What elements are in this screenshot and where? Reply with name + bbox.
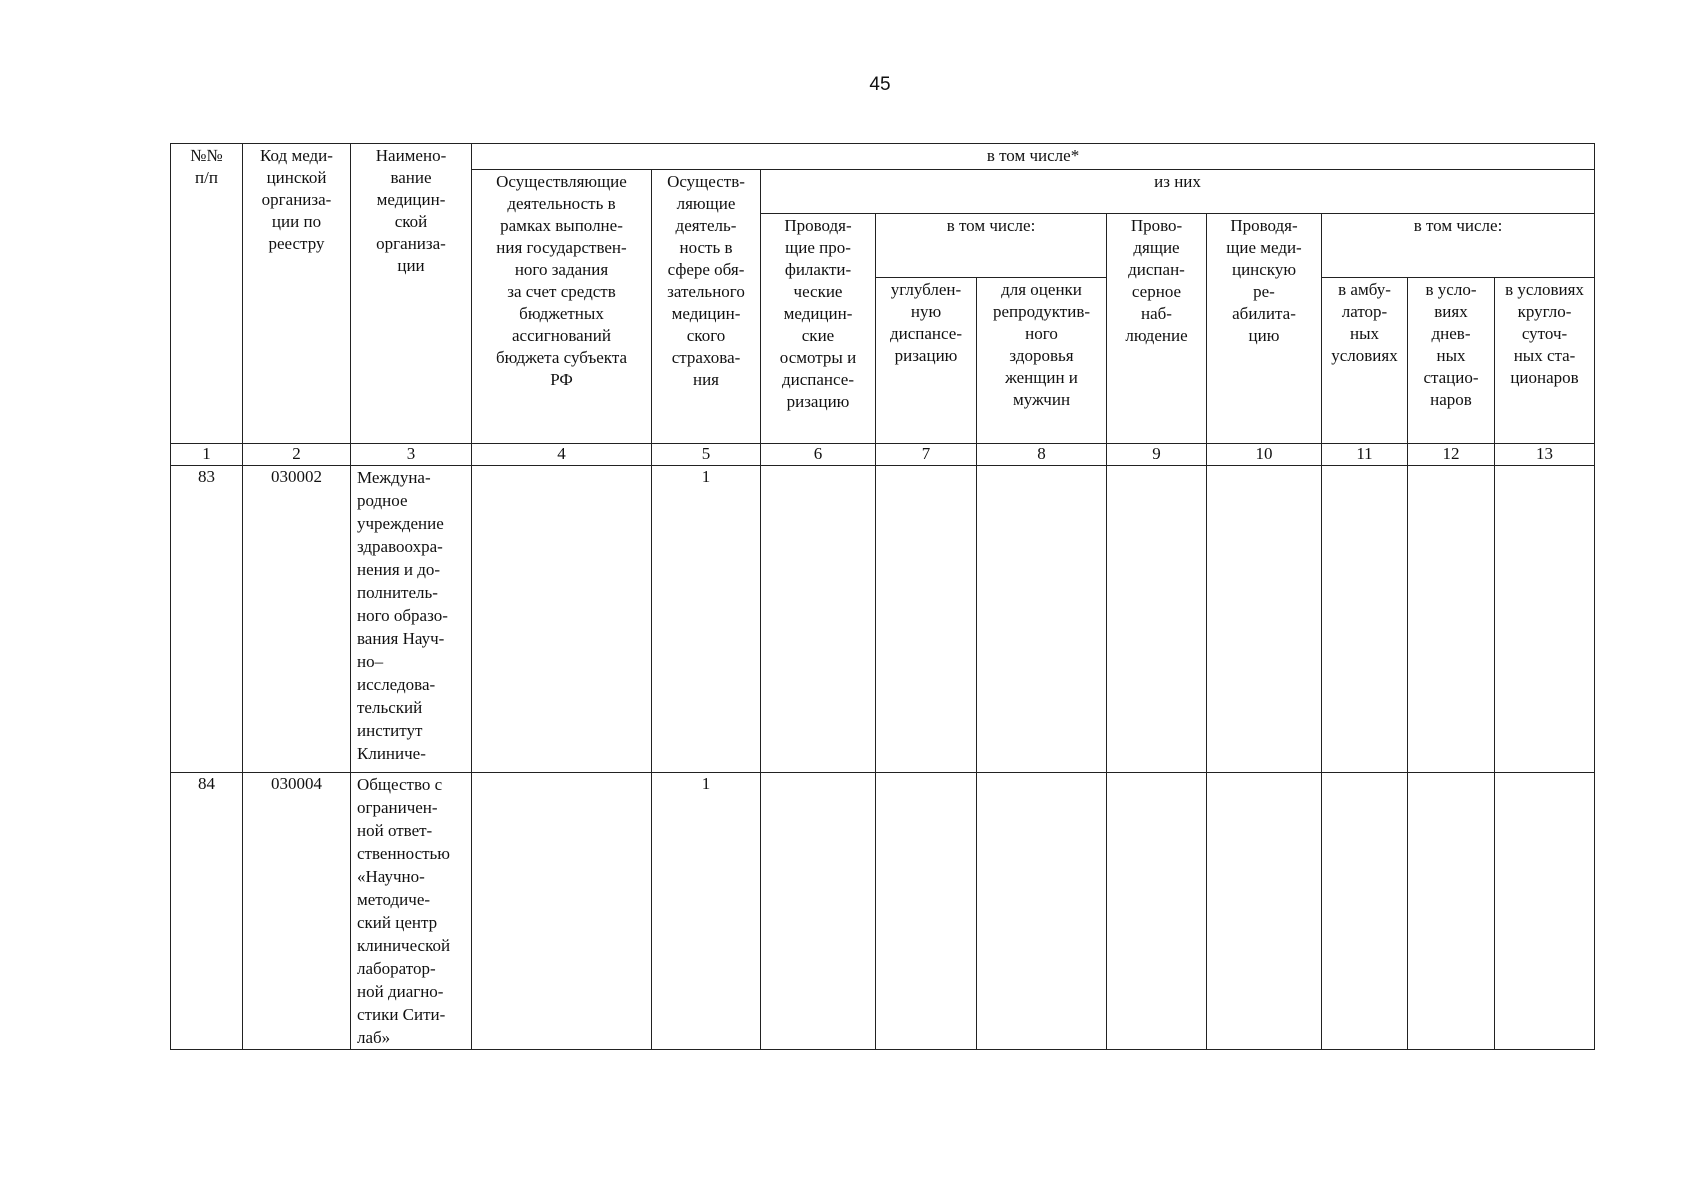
medical-organizations-table — [170, 143, 1595, 1050]
header-dispensary-observation: Прово- дящие диспан- серное наб- людение — [1107, 214, 1207, 444]
column-number: 4 — [472, 444, 652, 466]
empty-cell — [977, 466, 1107, 773]
org-code: 030002 — [243, 466, 351, 773]
header-including-exams: в том числе: — [876, 214, 1107, 278]
header-org-name: Наимено- вание медицин- ской организа- ции — [351, 144, 472, 444]
header-outpatient: в амбу- латор- ных условиях — [1322, 278, 1408, 444]
state-task-cell — [472, 773, 652, 1050]
header-oms: Осуществ- ляющие деятель- ность в сфере обя- зательного медицин- ского страхова- ния — [652, 170, 761, 444]
empty-cell — [876, 773, 977, 1050]
empty-cell — [1495, 466, 1595, 773]
header-row-number: №№ п/п — [171, 144, 243, 444]
column-number: 6 — [761, 444, 876, 466]
column-number: 13 — [1495, 444, 1595, 466]
org-name: Общество с ограничен- ной ответ- ственностью «Научно- методиче- ский центр клинической лаборатор- ной диагно- стики Сити- лаб» — [351, 773, 472, 1050]
empty-cell — [1322, 466, 1408, 773]
column-number: 1 — [171, 444, 243, 466]
column-number: 3 — [351, 444, 472, 466]
oms-cell: 1 — [652, 773, 761, 1050]
table-row — [171, 773, 1595, 1050]
org-name: Междуна- родное учреждение здравоохра- нения и до- полнитель- ного образо- вания Науч- но– исследова- тельский институт Клиниче- — [351, 466, 472, 773]
header-round-the-clock: в условиях кругло- суточ- ных ста- ционаров — [1495, 278, 1595, 444]
header-including: в том числе* — [472, 144, 1595, 170]
header-day-hospital: в усло- виях днев- ных стацио- наров — [1408, 278, 1495, 444]
column-number: 10 — [1207, 444, 1322, 466]
header-rehabilitation: Проводя- щие меди- цинскую ре- абилита- цию — [1207, 214, 1322, 444]
header-preventive-exams: Проводя- щие про- филакти- ческие медицин- ские осмотры и диспансе- ризацию — [761, 214, 876, 444]
row-number: 83 — [171, 466, 243, 773]
state-task-cell — [472, 466, 652, 773]
column-number: 9 — [1107, 444, 1207, 466]
header-including-rehab: в том числе: — [1322, 214, 1595, 278]
empty-cell — [1107, 466, 1207, 773]
empty-cell — [977, 773, 1107, 1050]
column-number: 7 — [876, 444, 977, 466]
empty-cell — [1408, 773, 1495, 1050]
empty-cell — [761, 773, 876, 1050]
header-reproductive-health: для оценки репродуктив- ного здоровья женщин и мужчин — [977, 278, 1107, 444]
empty-cell — [1207, 773, 1322, 1050]
table-row — [171, 466, 1595, 773]
empty-cell — [761, 466, 876, 773]
header-state-task: Осуществляющие деятельность в рамках выполне- ния государствен- ного задания за счет средств бюджетных ассигнований бюджета субъекта РФ — [472, 170, 652, 444]
header-in-depth-dispensary: углублен- ную диспансе- ризацию — [876, 278, 977, 444]
column-number: 12 — [1408, 444, 1495, 466]
empty-cell — [1495, 773, 1595, 1050]
header-row-1 — [171, 144, 1595, 170]
empty-cell — [876, 466, 977, 773]
column-number: 8 — [977, 444, 1107, 466]
column-number: 2 — [243, 444, 351, 466]
empty-cell — [1207, 466, 1322, 773]
oms-cell: 1 — [652, 466, 761, 773]
header-of-them: из них — [761, 170, 1595, 214]
column-number: 5 — [652, 444, 761, 466]
empty-cell — [1107, 773, 1207, 1050]
column-number: 11 — [1322, 444, 1408, 466]
column-numbers-row — [171, 444, 1595, 466]
org-code: 030004 — [243, 773, 351, 1050]
empty-cell — [1322, 773, 1408, 1050]
empty-cell — [1408, 466, 1495, 773]
page-number: 45 — [869, 74, 891, 95]
row-number: 84 — [171, 773, 243, 1050]
header-org-code: Код меди- цинской организа- ции по реестру — [243, 144, 351, 444]
